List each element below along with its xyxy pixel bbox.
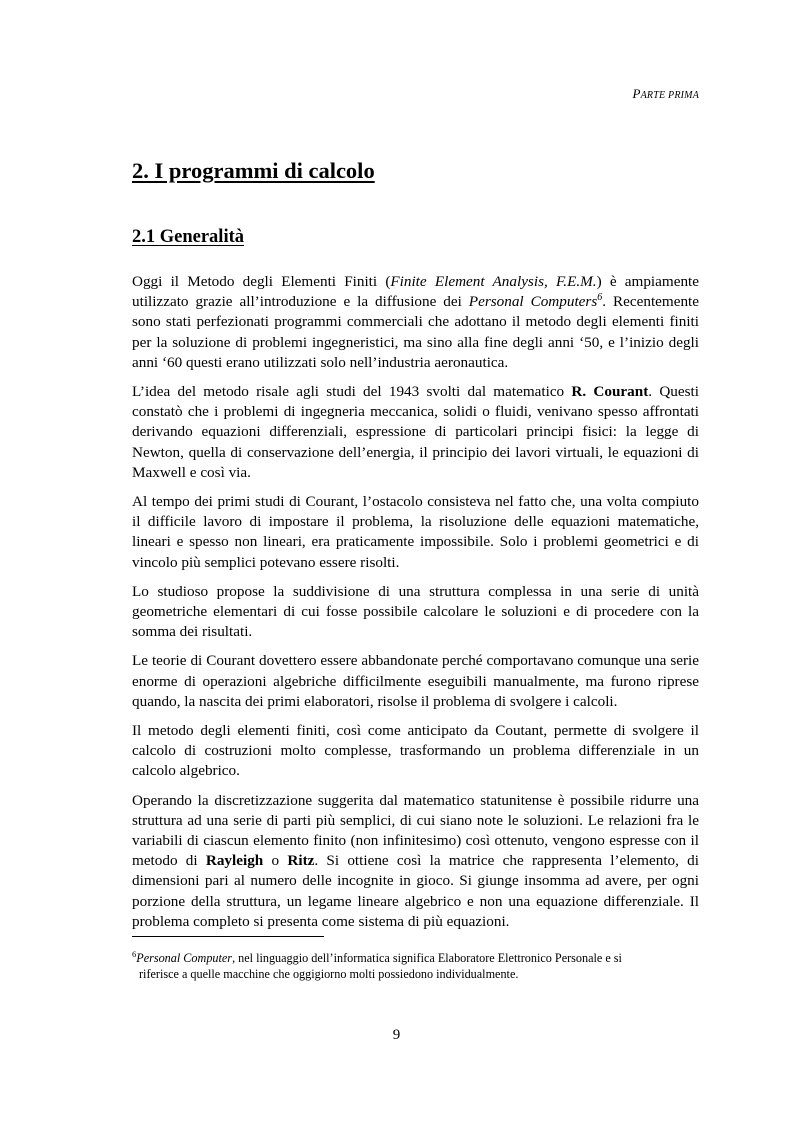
footnote-term: Personal Computer xyxy=(136,951,233,965)
footnote-line-1 xyxy=(132,950,699,966)
paragraph-2 xyxy=(132,382,699,483)
section-title: 2.1 Generalità xyxy=(132,227,245,247)
p7-text-c: o xyxy=(263,852,288,870)
chapter-title: 2. I programmi di calcolo xyxy=(132,158,375,183)
p2-text-a: L’idea del metodo risale agli studi del 1943 svolti dal matematico xyxy=(132,383,572,401)
p7-ritz-name: Ritz xyxy=(287,852,315,870)
running-header xyxy=(632,86,699,102)
body-text xyxy=(132,272,699,941)
p1-fem-term: Finite Element Analysis, F.E.M. xyxy=(390,273,597,290)
page-number: 9 xyxy=(392,1027,401,1043)
p1-text-e: . Recentemente sono stati perfezionati programmi commerciali che adottano il metodo degli elementi finiti per la soluzione di problemi ingegneristici, ma sino alla fine degli anni ‘50, e l’inizio degli anni ‘60 questi erano utilizzati solo nell’industria aeronautica. xyxy=(132,293,700,371)
footnote-line-2: riferisce a quelle macchine che oggigiorno molti possiedono individualmente. xyxy=(139,967,519,981)
p1-text-c: ) è ampiamente utilizzato grazie all’introduzione e la diffusione dei xyxy=(132,273,700,311)
paragraph-4: Lo studioso propose la suddivisione di una struttura complessa in una serie di unità geometriche elementari di cui fosse possibile calcolare le soluzioni e di procedere con la somma dei risultati. xyxy=(132,582,699,641)
footnote-reference: 6 xyxy=(597,292,603,304)
p2-text-c: . Questi constatò che i problemi di ingegneria meccanica, solidi o fluidi, venivano spesso affrontati derivando equazioni differenziali, espressione di particolari principi fisici: la legge di Newton, quella di conservazione dell’energia, il principio dei lavori virtuali, le equazioni di Maxwell e così via. xyxy=(132,383,699,481)
p2-courant-name: R. Courant xyxy=(571,383,649,401)
paragraph-3: Al tempo dei primi studi di Courant, l’ostacolo consisteva nel fatto che, una volta compiuto il difficile lavoro di impostare il problema, la risoluzione delle equazioni matematiche, lineari e spesso non lineari, era praticamente impossibile. Solo i problemi geometrici e di vincolo più semplici potevano essere risolti. xyxy=(132,493,699,571)
p7-rayleigh-name: Rayleigh xyxy=(205,852,264,870)
p7-text-e: . Si ottiene così la matrice che rappresenta l’elemento, di dimensioni pari al numero delle incognite in gioco. Si giunge insomma ad avere, per ogni porzione della struttura, un legame lineare algebrico e non una equazione differenziale. Il problema completo si presenta come sistema di più equazioni. xyxy=(132,852,700,930)
footnote-separator xyxy=(132,936,324,937)
p1-text-a: Oggi il Metodo degli Elementi Finiti ( xyxy=(132,273,391,290)
paragraph-1 xyxy=(132,272,699,373)
paragraph-5: Le teorie di Courant dovettero essere abbandonate perché comportavano comunque una serie enorme di operazioni algebriche difficilmente eseguibili manualmente, ma furono riprese quando, la nascita dei primi elaboratori, risolse il problema di svolgere i calcoli. xyxy=(132,652,699,710)
running-header-smallcaps: ARTE PRIMA xyxy=(640,90,699,101)
running-header-initial: P xyxy=(632,86,641,101)
paragraph-6: Il metodo degli elementi finiti, così come anticipato da Coutant, permette di svolgere il calcolo di costruzioni molto complesse, trasformando un problema differenziale in un calcolo algebrico. xyxy=(132,722,699,780)
footnote xyxy=(132,950,699,982)
footnote-mark: 6 xyxy=(132,948,137,959)
paragraph-7 xyxy=(132,791,699,932)
p1-pc-term: Personal Computers xyxy=(468,293,598,311)
footnote-text-1: , nel linguaggio dell’informatica significa Elaboratore Elettronico Personale e si xyxy=(232,951,622,965)
p7-text-a: Operando la discretizzazione suggerita dal matematico statunitense è possibile ridurre una struttura ad una serie di parti più semplici, di cui siano note le soluzioni. Le relazioni fra le variabili di ciascun elemento finito (non infinitesimo) così ottenuto, vengono espresse con il metodo di xyxy=(132,791,699,870)
